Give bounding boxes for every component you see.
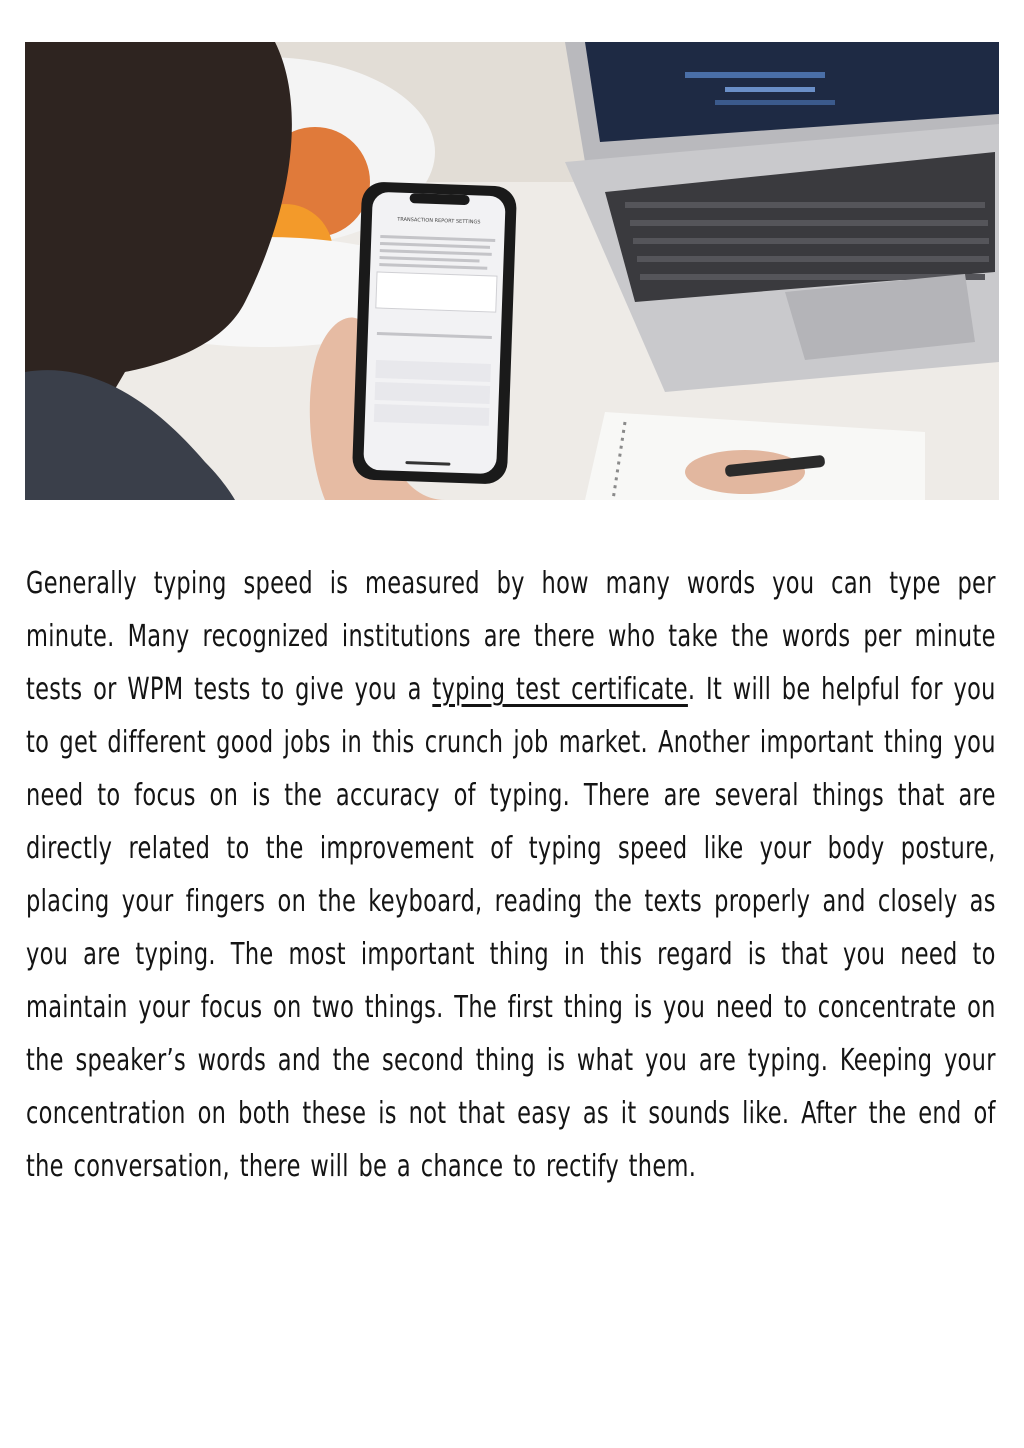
- article-paragraph: [26, 557, 996, 1193]
- typing-test-certificate-link[interactable]: typing test certificate: [432, 672, 688, 707]
- article-text-after-link: . It will be helpful for you to get different good jobs in this crunch job market. Another important thing you need to focus on is the accuracy of typing. There are several things that are directly related to the improvement of typing speed like your body posture, placing your fingers on the keyboard, reading the texts properly and closely as you are typing. The most important thing in this regard is that you need to maintain your focus on two things. The first thing is you need to concentrate on the speaker’s words and the second thing is what you are typing. Keeping your concentration on both these is not that easy as it sounds like. After the end of the conversation, there will be a chance to rectify them.: [26, 672, 996, 1184]
- hero-photo: [25, 42, 999, 500]
- phone: [352, 181, 517, 484]
- phone-screen-title: TRANSACTION REPORT SETTINGS: [397, 216, 481, 226]
- photo-illustration: [25, 42, 999, 500]
- article-text-before-link: Generally typing speed is measured by how many words you can type per minute. Many recognized institutions are there who take the words per minute tests or WPM tests to give you a: [26, 566, 996, 707]
